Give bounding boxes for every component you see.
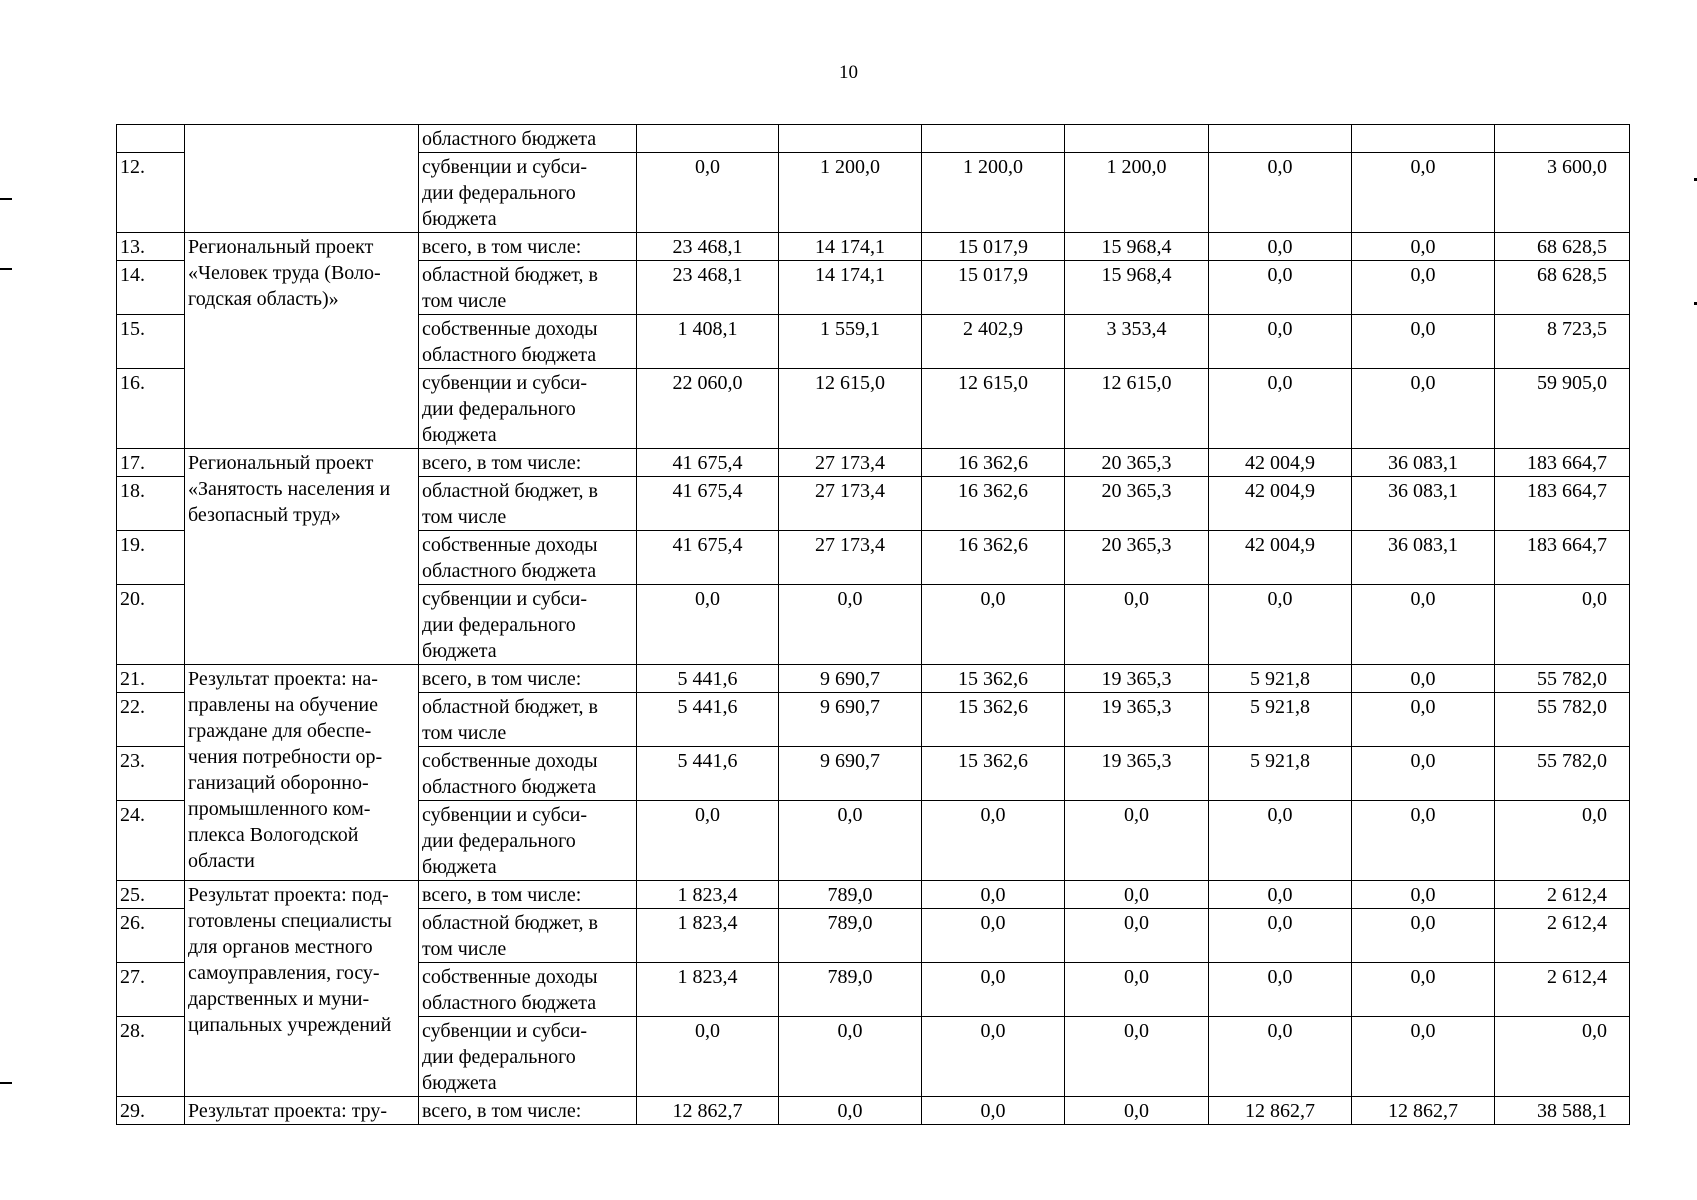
total-cell: 183 664,7 (1495, 477, 1630, 531)
table-row (117, 449, 1630, 477)
amount-cell: 0,0 (637, 153, 779, 233)
amount-cell: 0,0 (1065, 963, 1209, 1017)
amount-cell: 15 362,6 (922, 665, 1065, 693)
amount-cell: 5 921,8 (1209, 747, 1352, 801)
amount-cell: 0,0 (1065, 1097, 1209, 1125)
amount-cell: 0,0 (1352, 747, 1495, 801)
amount-cell: 1 200,0 (922, 153, 1065, 233)
amount-cell: 36 083,1 (1352, 531, 1495, 585)
amount-cell: 3 353,4 (1065, 315, 1209, 369)
scan-mark (0, 198, 12, 200)
amount-cell: 5 921,8 (1209, 665, 1352, 693)
amount-cell: 0,0 (637, 801, 779, 881)
funding-source: всего, в том числе: (419, 881, 637, 909)
amount-cell: 0,0 (1352, 369, 1495, 449)
scan-mark (0, 268, 12, 270)
amount-cell: 0,0 (1209, 909, 1352, 963)
scan-mark (0, 1082, 12, 1084)
amount-cell: 19 365,3 (1065, 693, 1209, 747)
funding-source: субвенции и субси- дии федерального бюджета (419, 153, 637, 233)
amount-cell (922, 125, 1065, 153)
funding-source: субвенции и субси- дии федерального бюджета (419, 1017, 637, 1097)
total-cell: 183 664,7 (1495, 531, 1630, 585)
amount-cell: 0,0 (1209, 233, 1352, 261)
row-number: 23. (117, 747, 185, 801)
amount-cell: 23 468,1 (637, 233, 779, 261)
amount-cell: 0,0 (637, 585, 779, 665)
row-number: 21. (117, 665, 185, 693)
total-cell: 59 905,0 (1495, 369, 1630, 449)
amount-cell: 789,0 (779, 963, 922, 1017)
funding-source: областной бюджет, в том числе (419, 693, 637, 747)
amount-cell: 789,0 (779, 909, 922, 963)
amount-cell (779, 125, 922, 153)
project-name: Результат проекта: тру- (185, 1097, 419, 1125)
total-cell: 38 588,1 (1495, 1097, 1630, 1125)
amount-cell: 41 675,4 (637, 477, 779, 531)
amount-cell: 27 173,4 (779, 449, 922, 477)
amount-cell: 0,0 (1352, 693, 1495, 747)
amount-cell: 0,0 (1352, 233, 1495, 261)
row-number: 26. (117, 909, 185, 963)
row-number: 13. (117, 233, 185, 261)
amount-cell: 12 862,7 (1209, 1097, 1352, 1125)
amount-cell: 0,0 (1352, 153, 1495, 233)
project-name (185, 125, 419, 233)
amount-cell: 16 362,6 (922, 449, 1065, 477)
total-cell: 183 664,7 (1495, 449, 1630, 477)
project-name: Региональный проект «Человек труда (Воло- годская область)» (185, 233, 419, 449)
amount-cell (637, 125, 779, 153)
row-number: 20. (117, 585, 185, 665)
table-row (117, 233, 1630, 261)
table-row (117, 125, 1630, 153)
amount-cell: 0,0 (1352, 585, 1495, 665)
amount-cell (1065, 125, 1209, 153)
amount-cell: 42 004,9 (1209, 531, 1352, 585)
funding-source: собственные доходы областного бюджета (419, 747, 637, 801)
table-row (117, 665, 1630, 693)
amount-cell: 15 362,6 (922, 747, 1065, 801)
amount-cell: 5 441,6 (637, 747, 779, 801)
amount-cell: 12 615,0 (779, 369, 922, 449)
amount-cell: 15 017,9 (922, 233, 1065, 261)
row-number: 28. (117, 1017, 185, 1097)
amount-cell: 0,0 (1209, 153, 1352, 233)
row-number: 17. (117, 449, 185, 477)
amount-cell: 23 468,1 (637, 261, 779, 315)
amount-cell: 0,0 (1065, 909, 1209, 963)
amount-cell: 0,0 (922, 1097, 1065, 1125)
amount-cell: 0,0 (922, 881, 1065, 909)
amount-cell: 16 362,6 (922, 477, 1065, 531)
amount-cell: 20 365,3 (1065, 449, 1209, 477)
amount-cell: 1 200,0 (779, 153, 922, 233)
project-name: Региональный проект «Занятость населения и безопасный труд» (185, 449, 419, 665)
funding-source: областной бюджет, в том числе (419, 261, 637, 315)
amount-cell: 14 174,1 (779, 233, 922, 261)
amount-cell: 0,0 (1352, 315, 1495, 369)
amount-cell: 2 402,9 (922, 315, 1065, 369)
project-name: Результат проекта: под- готовлены специалисты для органов местного самоуправления, госу- дарственных и муни- ципальных учреждений (185, 881, 419, 1097)
amount-cell: 0,0 (922, 585, 1065, 665)
funding-source: всего, в том числе: (419, 449, 637, 477)
funding-source: областной бюджет, в том числе (419, 477, 637, 531)
amount-cell: 0,0 (1209, 261, 1352, 315)
amount-cell: 36 083,1 (1352, 477, 1495, 531)
amount-cell: 0,0 (779, 1017, 922, 1097)
total-cell: 0,0 (1495, 1017, 1630, 1097)
amount-cell: 0,0 (1209, 881, 1352, 909)
funding-source: областного бюджета (419, 125, 637, 153)
funding-source: областной бюджет, в том числе (419, 909, 637, 963)
row-number: 19. (117, 531, 185, 585)
table-row (117, 881, 1630, 909)
row-number: 16. (117, 369, 185, 449)
row-number: 24. (117, 801, 185, 881)
total-cell: 68 628,5 (1495, 261, 1630, 315)
amount-cell: 789,0 (779, 881, 922, 909)
amount-cell (1352, 125, 1495, 153)
amount-cell: 15 362,6 (922, 693, 1065, 747)
amount-cell: 0,0 (1352, 881, 1495, 909)
row-number: 29. (117, 1097, 185, 1125)
row-number: 25. (117, 881, 185, 909)
amount-cell: 0,0 (1352, 909, 1495, 963)
amount-cell: 20 365,3 (1065, 531, 1209, 585)
table-row (117, 1097, 1630, 1125)
amount-cell: 41 675,4 (637, 531, 779, 585)
amount-cell: 14 174,1 (779, 261, 922, 315)
amount-cell: 0,0 (922, 801, 1065, 881)
total-cell: 0,0 (1495, 801, 1630, 881)
amount-cell: 19 365,3 (1065, 665, 1209, 693)
amount-cell: 0,0 (1352, 963, 1495, 1017)
amount-cell: 0,0 (1209, 801, 1352, 881)
row-number: 14. (117, 261, 185, 315)
row-number: 18. (117, 477, 185, 531)
amount-cell: 1 823,4 (637, 963, 779, 1017)
amount-cell: 19 365,3 (1065, 747, 1209, 801)
amount-cell: 16 362,6 (922, 531, 1065, 585)
total-cell: 55 782,0 (1495, 747, 1630, 801)
amount-cell: 42 004,9 (1209, 449, 1352, 477)
amount-cell: 0,0 (922, 1017, 1065, 1097)
total-cell: 68 628,5 (1495, 233, 1630, 261)
amount-cell: 27 173,4 (779, 531, 922, 585)
funding-source: всего, в том числе: (419, 233, 637, 261)
amount-cell: 15 968,4 (1065, 261, 1209, 315)
amount-cell: 0,0 (1209, 585, 1352, 665)
amount-cell: 1 559,1 (779, 315, 922, 369)
amount-cell: 0,0 (779, 585, 922, 665)
budget-table (116, 124, 1630, 1125)
amount-cell: 5 441,6 (637, 693, 779, 747)
funding-source: субвенции и субси- дии федерального бюджета (419, 801, 637, 881)
row-number: 15. (117, 315, 185, 369)
amount-cell: 20 365,3 (1065, 477, 1209, 531)
amount-cell: 0,0 (1065, 801, 1209, 881)
amount-cell: 12 615,0 (1065, 369, 1209, 449)
row-number (117, 125, 185, 153)
row-number: 12. (117, 153, 185, 233)
amount-cell: 36 083,1 (1352, 449, 1495, 477)
amount-cell: 0,0 (779, 1097, 922, 1125)
amount-cell: 0,0 (1352, 801, 1495, 881)
amount-cell: 22 060,0 (637, 369, 779, 449)
amount-cell: 41 675,4 (637, 449, 779, 477)
total-cell: 0,0 (1495, 585, 1630, 665)
amount-cell: 1 200,0 (1065, 153, 1209, 233)
amount-cell: 0,0 (1065, 585, 1209, 665)
amount-cell: 5 441,6 (637, 665, 779, 693)
amount-cell: 15 017,9 (922, 261, 1065, 315)
funding-source: всего, в том числе: (419, 1097, 637, 1125)
amount-cell: 0,0 (1209, 963, 1352, 1017)
amount-cell: 0,0 (1065, 1017, 1209, 1097)
amount-cell: 0,0 (637, 1017, 779, 1097)
funding-source: субвенции и субси- дии федерального бюджета (419, 585, 637, 665)
amount-cell: 0,0 (922, 909, 1065, 963)
amount-cell: 1 408,1 (637, 315, 779, 369)
amount-cell: 1 823,4 (637, 909, 779, 963)
amount-cell: 9 690,7 (779, 693, 922, 747)
funding-source: собственные доходы областного бюджета (419, 531, 637, 585)
page-number: 10 (839, 62, 858, 83)
amount-cell: 12 862,7 (1352, 1097, 1495, 1125)
amount-cell: 0,0 (1209, 315, 1352, 369)
amount-cell: 12 615,0 (922, 369, 1065, 449)
amount-cell: 9 690,7 (779, 665, 922, 693)
amount-cell: 0,0 (1209, 1017, 1352, 1097)
row-number: 27. (117, 963, 185, 1017)
total-cell: 55 782,0 (1495, 693, 1630, 747)
amount-cell: 0,0 (1352, 261, 1495, 315)
total-cell: 55 782,0 (1495, 665, 1630, 693)
amount-cell (1209, 125, 1352, 153)
amount-cell: 0,0 (1352, 665, 1495, 693)
amount-cell: 9 690,7 (779, 747, 922, 801)
funding-source: собственные доходы областного бюджета (419, 315, 637, 369)
amount-cell: 0,0 (922, 963, 1065, 1017)
row-number: 22. (117, 693, 185, 747)
amount-cell: 15 968,4 (1065, 233, 1209, 261)
amount-cell: 1 823,4 (637, 881, 779, 909)
total-cell: 2 612,4 (1495, 881, 1630, 909)
total-cell: 2 612,4 (1495, 909, 1630, 963)
total-cell: 8 723,5 (1495, 315, 1630, 369)
amount-cell: 0,0 (1352, 1017, 1495, 1097)
total-cell: 2 612,4 (1495, 963, 1630, 1017)
funding-source: всего, в том числе: (419, 665, 637, 693)
amount-cell: 0,0 (1209, 369, 1352, 449)
amount-cell: 42 004,9 (1209, 477, 1352, 531)
amount-cell: 12 862,7 (637, 1097, 779, 1125)
project-name: Результат проекта: на- правлены на обучение граждане для обеспе- чения потребности ор- ганизаций оборонно- промышленного ком- плекса Вологодской области (185, 665, 419, 881)
total-cell: 3 600,0 (1495, 153, 1630, 233)
total-cell (1495, 125, 1630, 153)
amount-cell: 0,0 (779, 801, 922, 881)
amount-cell: 5 921,8 (1209, 693, 1352, 747)
amount-cell: 0,0 (1065, 881, 1209, 909)
funding-source: собственные доходы областного бюджета (419, 963, 637, 1017)
funding-source: субвенции и субси- дии федерального бюджета (419, 369, 637, 449)
amount-cell: 27 173,4 (779, 477, 922, 531)
